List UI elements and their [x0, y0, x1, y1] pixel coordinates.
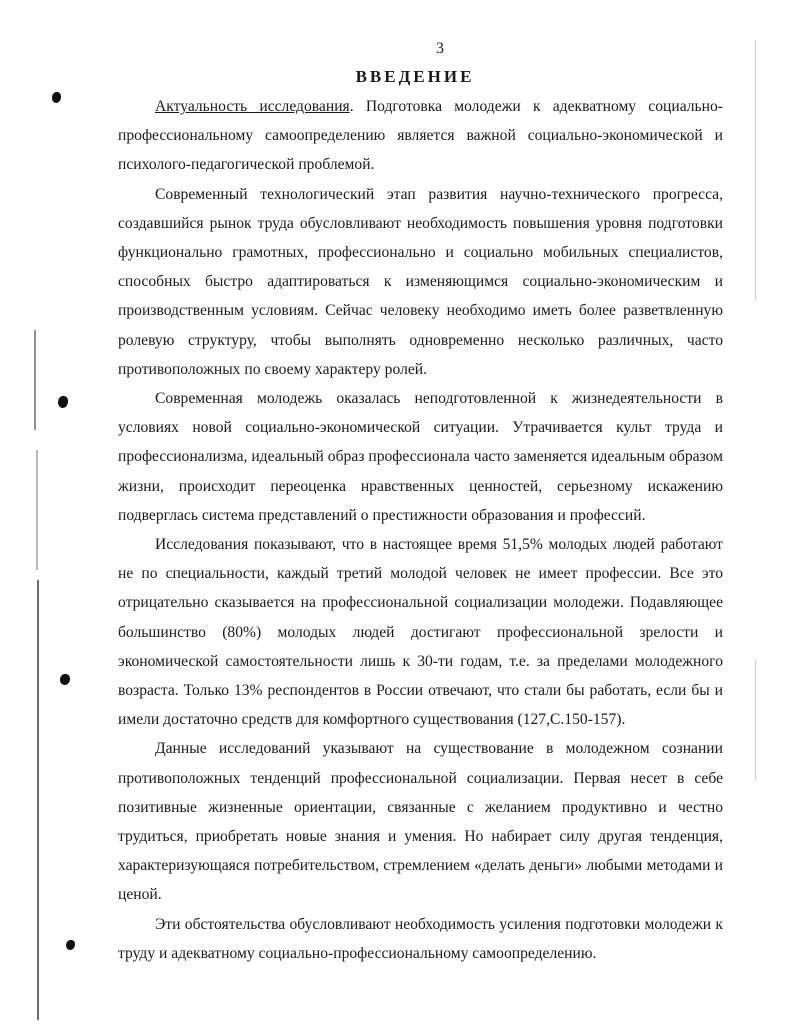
right-scan-edge-lower	[755, 660, 756, 780]
page-number: 3	[436, 40, 444, 57]
paragraph-modern-youth: Современная молодежь оказалась неподготовленной к жизнедеятельности в условиях новой социально-экономической ситуации. Утрачивается культ труда и профессионализма, идеальный образ профессионала часто заменяется идеальным образом жизни, происходит переоценка нравственных ценностей, серьезному искажению подверглась система представлений о престижности образования и профессий.	[118, 390, 723, 524]
punch-mark-4	[66, 940, 75, 950]
punch-mark-1	[52, 92, 61, 103]
paragraph-text: . Подготовка молодежи к адекватному социально-профессиональному самоопределению является важной социально-экономической и психолого-педагогической проблемой.	[118, 98, 724, 174]
paragraph-opposing-tendencies: Данные исследований указывают на существование в молодежном сознании противоположных тенденций профессиональной социализации. Первая несет в себе позитивные жизненные ориентации, связанные с желанием продуктивно и честно трудиться, приобретать новые знания и умения. Но набирает силу другая тенденция, характеризующаяся потребительством, стремлением «делать деньги» любыми методами и ценой.	[118, 740, 723, 904]
paragraph-conclusion: Эти обстоятельства обусловливают необходимость усиления подготовки молодежи к труду и адекватному социально-профессиональному самоопределению.	[118, 915, 723, 962]
page-title: ВВЕДЕНИЕ	[355, 67, 475, 86]
punch-mark-2	[58, 396, 68, 408]
document-body	[118, 92, 723, 968]
binding-edge-upper	[34, 330, 36, 430]
relevance-label: Актуальность исследования	[155, 98, 350, 115]
paragraph-relevance	[118, 92, 723, 180]
paragraph-research-statistics: Исследования показывают, что в настоящее время 51,5% молодых людей работают не по специальности, каждый третий молодой человек не имеет профессии. Все это отрицательно сказывается на профессиональной социализации молодежи. Подавляющее большинство (80%) молодых людей достигают профессиональной зрелости и экономической самостоятельности лишь к 30-ти годам, т.е. за пределами молодежного возраста. Только 13% респондентов в России отвечают, что стали бы работать, если бы и имели достаточно средств для комфортного существования (127,С.150-157).	[118, 536, 723, 729]
binding-edge-lower	[37, 580, 39, 1020]
punch-mark-3	[60, 674, 70, 685]
binding-edge-middle	[36, 450, 38, 570]
paragraph-technological-stage: Современный технологический этап развития научно-технического прогресса, создавшийся рынок труда обусловливают необходимость повышения уровня подготовки функционально грамотных, профессионально и социально мобильных специалистов, способных быстро адаптироваться к изменяющимся социально-экономическим и производственным условиям. Сейчас человеку необходимо иметь более разветвленную ролевую структуру, чтобы выполнять одновременно несколько различных, часто противоположных по своему характеру ролей.	[118, 185, 723, 378]
